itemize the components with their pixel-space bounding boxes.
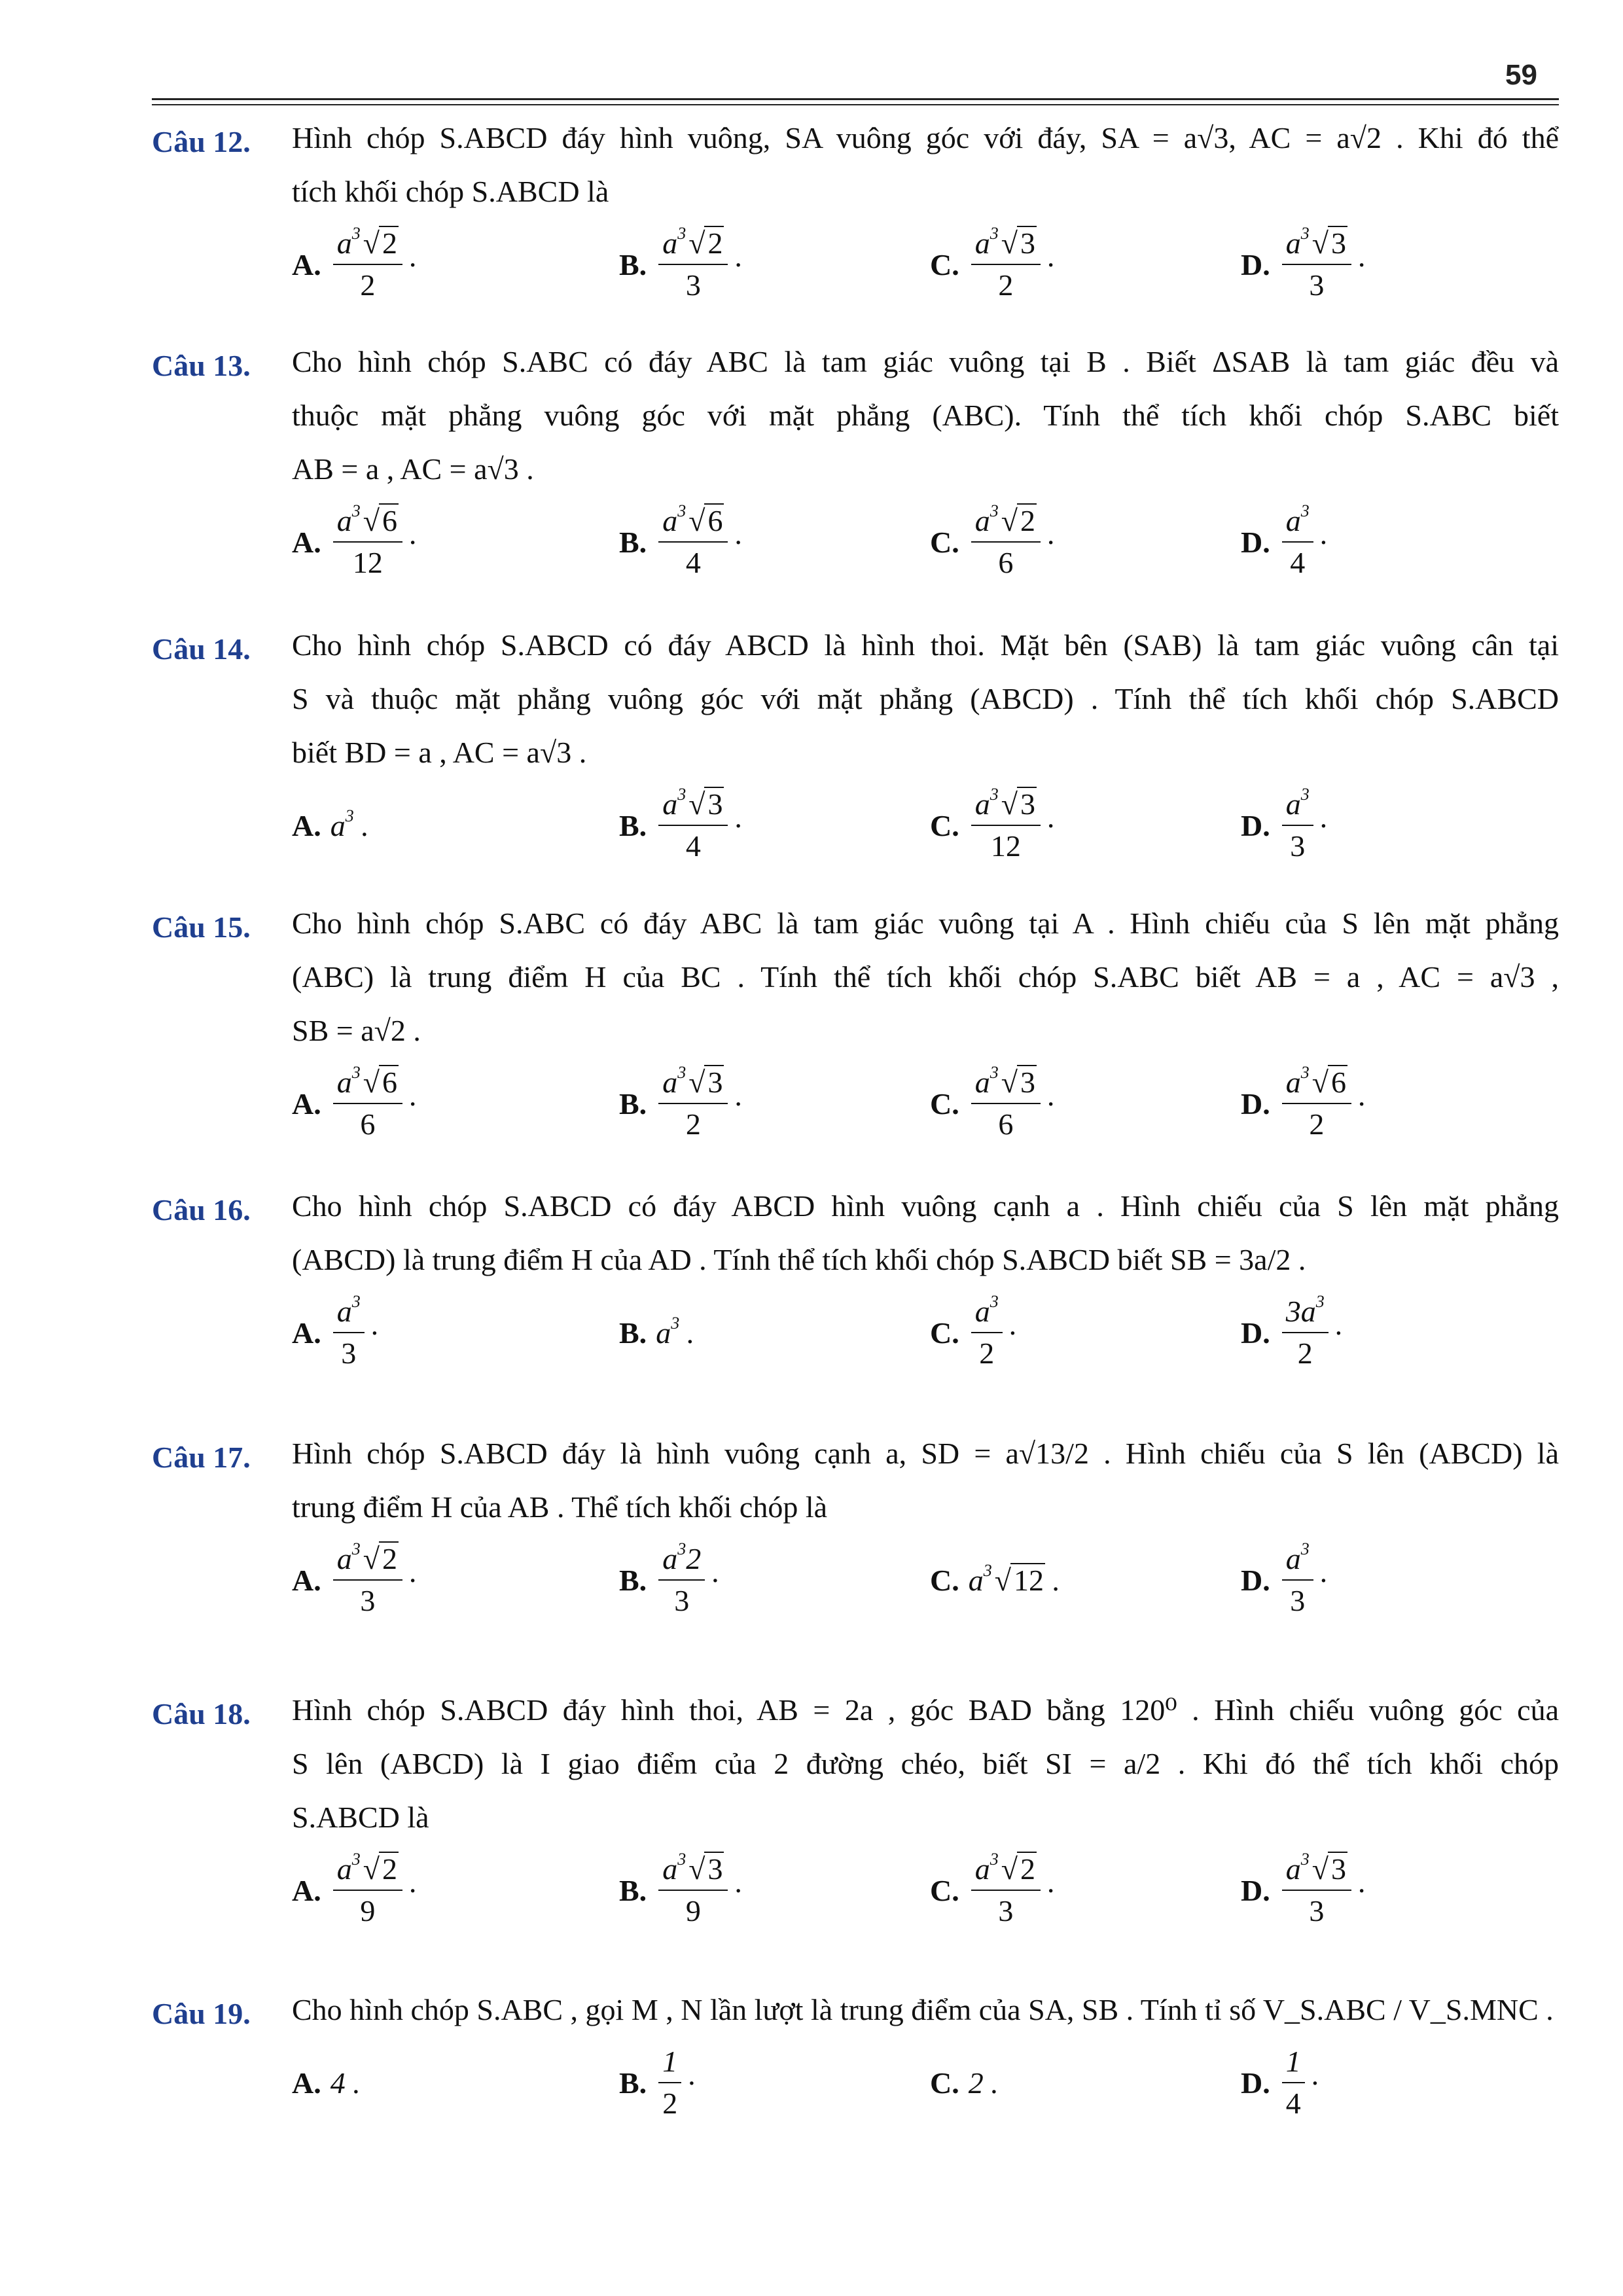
question-line: AB = a , AC = a√3 . <box>292 452 534 486</box>
option-fraction <box>1282 224 1351 304</box>
option-value: 4 . <box>330 2066 361 2100</box>
question-text <box>292 111 1559 219</box>
fraction-numerator: $a^3√$ 3 <box>971 785 1041 826</box>
answer-option-d[interactable] <box>1241 225 1366 304</box>
answer-option-a[interactable] <box>292 1293 380 1372</box>
answer-option-a[interactable] <box>292 1851 418 1929</box>
answer-option-d[interactable] <box>1241 1541 1329 1619</box>
fraction-denominator: 9 <box>685 1894 701 1928</box>
option-letter: C. <box>930 525 959 559</box>
option-dot: · <box>733 525 743 559</box>
answer-option-d[interactable] <box>1241 2043 1320 2122</box>
option-fraction <box>333 224 402 304</box>
option-dot: · <box>407 247 418 281</box>
option-letter: B. <box>619 1316 647 1350</box>
option-letter: D. <box>1241 1086 1270 1121</box>
option-letter: D. <box>1241 1316 1270 1350</box>
answer-option-c[interactable] <box>930 225 1056 304</box>
answer-option-c[interactable] <box>930 1851 1056 1929</box>
option-letter: C. <box>930 247 959 281</box>
question-line: Cho hình chóp S.ABC , gọi M , N lần lượt là trung điểm của SA, SB . Tính tỉ số V_S.ABC / V_S.MNC . <box>292 1993 1554 2026</box>
answer-options <box>292 1064 1559 1143</box>
question-line: S và thuộc mặt phẳng vuông góc với mặt phẳng (ABCD) . Tính thể tích khối chóp S.ABCD <box>292 682 1559 715</box>
question-line: S.ABCD là <box>292 1801 429 1834</box>
question-label: Câu 13. <box>152 349 251 382</box>
fraction-numerator: $a^3√$ 2 <box>333 224 402 265</box>
option-letter: B. <box>619 808 647 842</box>
option-letter: B. <box>619 1086 647 1121</box>
option-fraction <box>1282 1850 1351 1930</box>
question-line: Hình chóp S.ABCD đáy là hình vuông cạnh a, SD = a√13/2 . Hình chiếu của S lên (ABCD) là <box>292 1437 1559 1470</box>
answer-option-b[interactable] <box>619 1293 694 1372</box>
option-fraction <box>333 1540 402 1620</box>
question-label: Câu 15. <box>152 910 251 944</box>
answer-option-d[interactable] <box>1241 1851 1366 1929</box>
fraction-denominator: 2 <box>1309 1107 1325 1141</box>
option-dot: · <box>1318 808 1329 842</box>
option-letter: A. <box>292 1086 321 1121</box>
answer-option-d[interactable] <box>1241 503 1329 581</box>
question-line: Cho hình chóp S.ABC có đáy ABC là tam giác vuông tại A . Hình chiếu của S lên mặt phẳng <box>292 906 1559 940</box>
answer-option-a[interactable] <box>292 225 418 304</box>
option-letter: B. <box>619 2066 647 2100</box>
question-text <box>292 1983 1559 2037</box>
fraction-denominator: 9 <box>360 1894 376 1928</box>
question-text <box>292 1683 1559 1844</box>
question-text <box>292 1427 1559 1534</box>
question-line: Hình chóp S.ABCD đáy hình thoi, AB = 2a , góc BAD bằng 120⁰ . Hình chiếu vuông góc của <box>292 1693 1559 1727</box>
fraction-denominator: 4 <box>1290 546 1306 579</box>
option-fraction <box>1282 1293 1329 1372</box>
answer-option-d[interactable] <box>1241 1064 1366 1143</box>
option-fraction <box>333 1064 402 1143</box>
option-dot: · <box>407 1563 418 1597</box>
option-dot: · <box>1310 2066 1321 2100</box>
option-fraction <box>333 1850 402 1930</box>
question-line: Hình chóp S.ABCD đáy hình vuông, SA vuông góc với đáy, SA = a√3, AC = a√2 . Khi đó thể <box>292 121 1559 154</box>
fraction-numerator: $a^3√$ 3 <box>658 1064 728 1104</box>
fraction-denominator: 3 <box>1309 268 1325 302</box>
fraction-numerator: $a^3√$ 2 <box>333 1540 402 1581</box>
fraction-numerator: $a^3$ <box>971 1293 1003 1333</box>
answer-option-a[interactable] <box>292 1064 418 1143</box>
option-letter: B. <box>619 247 647 281</box>
option-fraction <box>658 1064 728 1143</box>
option-letter: B. <box>619 525 647 559</box>
option-fraction <box>658 1850 728 1930</box>
option-dot: · <box>710 1563 721 1597</box>
option-letter: B. <box>619 1563 647 1597</box>
option-fraction <box>658 785 728 865</box>
option-dot: · <box>1045 525 1056 559</box>
fraction-numerator: $a^3√$ 3 <box>1282 224 1351 265</box>
question-label: Câu 12. <box>152 125 251 158</box>
option-dot: · <box>1356 1086 1367 1121</box>
answer-options <box>292 1293 1559 1372</box>
option-dot: · <box>1318 1563 1329 1597</box>
option-fraction <box>333 502 402 582</box>
fraction-numerator: $a^3√$ 6 <box>333 502 402 543</box>
option-letter: C. <box>930 1563 959 1597</box>
answer-option-c[interactable] <box>930 2043 999 2122</box>
fraction-numerator: $a^3√$ 2 <box>658 224 728 265</box>
answer-option-c[interactable] <box>930 1064 1056 1143</box>
option-fraction <box>658 224 728 304</box>
fraction-denominator: 2 <box>1297 1336 1313 1370</box>
answer-option-a[interactable] <box>292 786 369 865</box>
answer-option-b[interactable] <box>619 225 743 304</box>
option-fraction <box>1282 1064 1351 1143</box>
option-letter: C. <box>930 1086 959 1121</box>
option-fraction <box>658 1540 705 1620</box>
option-letter: A. <box>292 247 321 281</box>
option-fraction <box>971 785 1041 865</box>
fraction-denominator: 12 <box>990 829 1021 863</box>
fraction-denominator: 4 <box>1285 2087 1301 2120</box>
fraction-numerator: $a^32$ <box>658 1540 705 1581</box>
question-line: Cho hình chóp S.ABCD có đáy ABCD là hình thoi. Mặt bên (SAB) là tam giác vuông cân tại <box>292 628 1559 662</box>
option-letter: A. <box>292 1563 321 1597</box>
answer-options <box>292 786 1559 865</box>
question-line: S lên (ABCD) là I giao điểm của 2 đường chéo, biết SI = a/2 . Khi đó thể tích khối chóp <box>292 1747 1559 1780</box>
option-value: $a^3$ . <box>330 806 369 842</box>
question-line: tích khối chóp S.ABCD là <box>292 175 609 208</box>
option-letter: D. <box>1241 247 1270 281</box>
fraction-denominator: 4 <box>685 546 701 579</box>
fraction-denominator: 3 <box>674 1584 690 1617</box>
fraction-denominator: 4 <box>685 829 701 863</box>
option-dot: · <box>407 1086 418 1121</box>
option-dot: · <box>369 1316 380 1350</box>
fraction-numerator: $a^3√$ 3 <box>971 1064 1041 1104</box>
answer-option-c[interactable] <box>930 1541 1060 1619</box>
option-value: 2 . <box>968 2066 999 2100</box>
option-letter: A. <box>292 1873 321 1907</box>
option-dot: · <box>733 247 743 281</box>
option-dot: · <box>1356 1873 1367 1907</box>
answer-option-c[interactable] <box>930 503 1056 581</box>
answer-options <box>292 225 1559 304</box>
option-letter: B. <box>619 1873 647 1907</box>
question-label: Câu 19. <box>152 1997 251 2030</box>
option-letter: D. <box>1241 1873 1270 1907</box>
question-line: Cho hình chóp S.ABC có đáy ABC là tam giác vuông tại B . Biết ΔSAB là tam giác đều và <box>292 345 1559 378</box>
fraction-numerator: $a^3√$ 6 <box>658 502 728 543</box>
option-fraction <box>658 502 728 582</box>
option-fraction <box>971 1850 1041 1930</box>
fraction-denominator: 3 <box>1309 1894 1325 1928</box>
question-line: Cho hình chóp S.ABCD có đáy ABCD hình vuông cạnh a . Hình chiếu của S lên mặt phẳng <box>292 1189 1559 1223</box>
question-line: (ABCD) là trung điểm H của AD . Tính thể tích khối chóp S.ABCD biết SB = 3a/2 . <box>292 1243 1306 1276</box>
question-line: thuộc mặt phẳng vuông góc với mặt phẳng (ABC). Tính thể tích khối chóp S.ABC biết <box>292 399 1559 432</box>
option-value: $a^3$ . <box>656 1313 695 1350</box>
question-line: SB = a√2 . <box>292 1014 421 1047</box>
option-letter: A. <box>292 808 321 842</box>
option-dot: · <box>733 1873 743 1907</box>
option-dot: · <box>1007 1316 1018 1350</box>
page-number: 59 <box>1505 59 1537 91</box>
option-letter: A. <box>292 2066 321 2100</box>
answer-option-a[interactable] <box>292 2043 361 2122</box>
fraction-denominator: 2 <box>360 268 376 302</box>
option-dot: · <box>687 2066 697 2100</box>
option-letter: C. <box>930 2066 959 2100</box>
option-dot: · <box>407 525 418 559</box>
answer-option-b[interactable] <box>619 1851 743 1929</box>
fraction-numerator: $a^3$ <box>333 1293 365 1333</box>
option-fraction <box>1282 502 1313 582</box>
question-line: biết BD = a , AC = a√3 . <box>292 736 587 769</box>
fraction-denominator: 6 <box>360 1107 376 1141</box>
fraction-numerator: $a^3$ <box>1282 502 1313 543</box>
fraction-numerator: $3a^3$ <box>1282 1293 1329 1333</box>
option-fraction <box>971 1064 1041 1143</box>
option-dot: · <box>733 808 743 842</box>
option-fraction <box>1282 1540 1313 1620</box>
answer-option-a[interactable] <box>292 503 418 581</box>
question-text <box>292 335 1559 496</box>
question-label: Câu 16. <box>152 1193 251 1227</box>
answer-options <box>292 2043 1559 2122</box>
fraction-numerator: $a^3√$ 2 <box>333 1850 402 1891</box>
answer-options <box>292 503 1559 581</box>
fraction-numerator: $a^3√$ 3 <box>658 785 728 826</box>
question-label: Câu 18. <box>152 1697 251 1731</box>
option-dot: · <box>1045 247 1056 281</box>
option-dot: · <box>1333 1316 1344 1350</box>
fraction-denominator: 3 <box>341 1336 357 1370</box>
fraction-denominator: 3 <box>685 268 701 302</box>
question-label: Câu 14. <box>152 632 251 666</box>
option-dot: · <box>1045 808 1056 842</box>
question-text <box>292 897 1559 1058</box>
option-dot: · <box>1318 525 1329 559</box>
answer-option-b[interactable] <box>619 2043 697 2122</box>
fraction-numerator: 1 <box>658 2043 681 2083</box>
fraction-denominator: 2 <box>998 268 1014 302</box>
option-fraction <box>971 1293 1003 1372</box>
option-fraction <box>1282 2043 1305 2123</box>
answer-option-b[interactable] <box>619 1064 743 1143</box>
question-line: (ABC) là trung điểm H của BC . Tính thể tích khối chóp S.ABC biết AB = a , AC = a√3 , <box>292 960 1559 994</box>
fraction-numerator: 1 <box>1282 2043 1305 2083</box>
answer-options <box>292 1541 1559 1619</box>
fraction-denominator: 2 <box>662 2087 678 2120</box>
answer-option-b[interactable] <box>619 503 743 581</box>
option-fraction <box>1282 785 1313 865</box>
fraction-denominator: 12 <box>352 546 383 579</box>
option-dot: · <box>1356 247 1367 281</box>
fraction-numerator: $a^3√$ 6 <box>1282 1064 1351 1104</box>
header-rule <box>152 98 1559 105</box>
option-fraction <box>333 1293 365 1372</box>
fraction-denominator: 3 <box>1290 1584 1306 1617</box>
option-dot: · <box>407 1873 418 1907</box>
fraction-denominator: 6 <box>998 546 1014 579</box>
fraction-denominator: 3 <box>360 1584 376 1617</box>
option-dot: · <box>733 1086 743 1121</box>
answer-option-c[interactable] <box>930 786 1056 865</box>
answer-options <box>292 1851 1559 1929</box>
answer-option-d[interactable] <box>1241 1293 1344 1372</box>
option-letter: C. <box>930 1316 959 1350</box>
question-label: Câu 17. <box>152 1441 251 1474</box>
fraction-numerator: $a^3√$ 2 <box>971 1850 1041 1891</box>
fraction-denominator: 6 <box>998 1107 1014 1141</box>
fraction-denominator: 2 <box>979 1336 995 1370</box>
answer-option-b[interactable] <box>619 1541 721 1619</box>
option-dot: · <box>1045 1086 1056 1121</box>
option-letter: D. <box>1241 2066 1270 2100</box>
option-letter: C. <box>930 1873 959 1907</box>
fraction-denominator: 3 <box>1290 829 1306 863</box>
option-fraction <box>658 2043 681 2123</box>
option-letter: D. <box>1241 1563 1270 1597</box>
option-letter: D. <box>1241 808 1270 842</box>
option-fraction <box>971 224 1041 304</box>
answer-option-b[interactable] <box>619 786 743 865</box>
fraction-numerator: $a^3$ <box>1282 785 1313 826</box>
question-text <box>292 619 1559 780</box>
fraction-numerator: $a^3√$ 3 <box>658 1850 728 1891</box>
option-dot: · <box>1045 1873 1056 1907</box>
fraction-numerator: $a^3$ <box>1282 1540 1313 1581</box>
option-letter: A. <box>292 525 321 559</box>
option-value: $a^3√$ 12 . <box>969 1563 1060 1598</box>
option-letter: D. <box>1241 525 1270 559</box>
fraction-numerator: $a^3√$ 3 <box>971 224 1041 265</box>
fraction-denominator: 3 <box>998 1894 1014 1928</box>
option-letter: C. <box>930 808 959 842</box>
answer-option-c[interactable] <box>930 1293 1018 1372</box>
fraction-numerator: $a^3√$ 6 <box>333 1064 402 1104</box>
answer-option-a[interactable] <box>292 1541 418 1619</box>
option-letter: A. <box>292 1316 321 1350</box>
question-text <box>292 1179 1559 1287</box>
fraction-denominator: 2 <box>685 1107 701 1141</box>
fraction-numerator: $a^3√$ 3 <box>1282 1850 1351 1891</box>
question-line: trung điểm H của AB . Thể tích khối chóp là <box>292 1490 828 1524</box>
fraction-numerator: $a^3√$ 2 <box>971 502 1041 543</box>
answer-option-d[interactable] <box>1241 786 1329 865</box>
option-fraction <box>971 502 1041 582</box>
